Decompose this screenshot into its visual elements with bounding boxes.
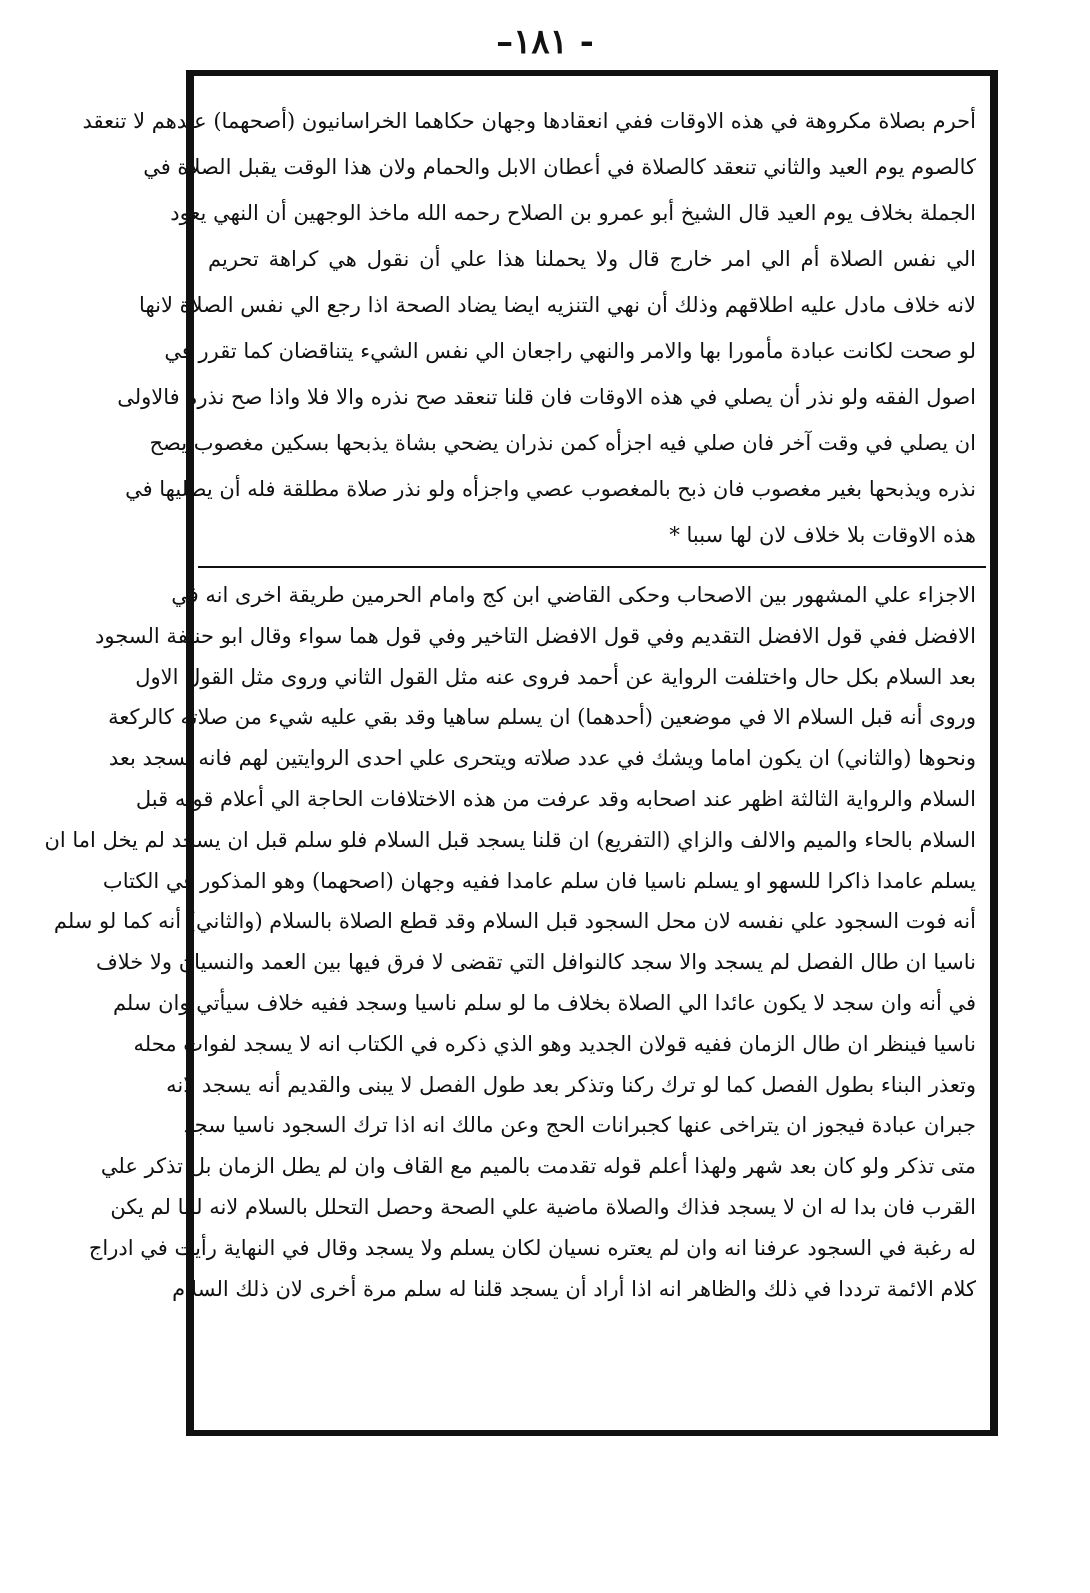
text-line: أنه فوت السجود علي نفسه لان محل السجود قبل السلام وقد قطع الصلاة بالسلام (والثاني) أنه كما لو سلم xyxy=(53,909,976,934)
lower-text-block xyxy=(44,575,986,1425)
text-line: نذره ويذبحها بغير مغصوب فان ذبح بالمغصوب عصي واجزأه ولو نذر صلاة مطلقة فله أن يصليها في xyxy=(125,477,976,501)
text-line: وتعذر البناء بطول الفصل كما لو ترك ركنا وتذكر بعد طول الفصل لا يبنى والقديم أنه يسجد لانه xyxy=(166,1072,976,1097)
text-line: هذه الاوقات بلا خلاف لان لها سببا * xyxy=(669,523,976,547)
text-line: السلام والرواية الثالثة اظهر عند اصحابه وقد عرفت من هذه الاختلافات الحاجة الي أعلام قوله قبل xyxy=(135,786,976,811)
text-line: لو صحت لكانت عبادة مأمورا بها والامر والنهي راجعان الي نفس الشيء يتناقضان كما تقرر في xyxy=(164,339,976,363)
text-line: كلام الائمة ترددا في ذلك والظاهر انه اذا أراد أن يسجد قلنا له سلم مرة أخرى لان ذلك السلام xyxy=(172,1276,976,1301)
text-line: الافضل ففي قول الافضل التقديم وفي قول الافضل التاخير وفي قول هما سواء وقال ابو حنيفة السجود xyxy=(95,623,976,648)
text-line: بعد السلام بكل حال واختلفت الرواية عن أحمد فروى عنه مثل القول الثاني وروى مثل القول الاول xyxy=(135,664,976,689)
text-line: الاجزاء علي المشهور بين الاصحاب وحكى القاضي ابن كج وامام الحرمين طريقة اخرى انه في xyxy=(171,583,976,607)
text-line: كالصوم يوم العيد والثاني تنعقد كالصلاة في أعطان الابل والحمام ولان هذا الوقت يقبل الصلاة في xyxy=(143,155,976,179)
text-line: ناسيا فينظر ان طال الزمان ففيه قولان الجديد وهو الذي ذكره في الكتاب انه لا يسجد لفوات محله xyxy=(133,1031,976,1056)
text-line: لانه خلاف مادل عليه اطلاقهم وذلك أن نهي التنزيه ايضا يضاد الصحة اذا رجع الي نفس الصلاة لانها xyxy=(139,293,976,317)
text-line: متى تذكر ولو كان بعد شهر ولهذا أعلم قوله تقدمت بالميم مع القاف وان لم يطل الزمان بل تذكر علي xyxy=(100,1154,976,1179)
text-line: السلام بالحاء والميم والالف والزاي (التفريع) ان قلنا يسجد قبل السلام فلو سلم قبل ان يسجد لم يخل اما ان xyxy=(44,827,976,852)
text-line: له رغبة في السجود عرفنا انه وان لم يعتره نسيان لكان يسلم ولا يسجد وقال في النهاية رأيت في ادراج xyxy=(88,1235,976,1260)
text-line: ونحوها (والثاني) ان يكون اماما ويشك في عدد صلاته ويتحرى علي احدى الروايتين لهم فانه يسجد بعد xyxy=(108,746,976,771)
text-line: القرب فان بدا له ان لا يسجد فذاك والصلاة ماضية علي الصحة وحصل التحلل بالسلام لانه لما لم يكن xyxy=(110,1194,976,1219)
text-line xyxy=(208,1350,976,1391)
text-line: ناسيا ان طال الفصل لم يسجد والا سجد كالنوافل التي تقضى لا فرق فيها بين العمد والنسيان ولا خلاف xyxy=(95,950,976,975)
page-number: –١٨١ - xyxy=(496,22,594,62)
text-line xyxy=(208,1309,976,1350)
text-line: جبران عبادة فيجوز ان يتراخى عنها كجبرانات الحج وعن مالك انه اذا ترك السجود ناسيا سجد xyxy=(183,1113,976,1138)
upper-text-block xyxy=(82,98,986,560)
text-line: أحرم بصلاة مكروهة في هذه الاوقات ففي انعقادها وجهان حكاهما الخراسانيون (أصحهما) عندهم لا تنعقد xyxy=(82,109,976,133)
text-line: ان يصلي في وقت آخر فان صلي فيه اجزأه كمن نذران يضحي بشاة يذبحها بسكين مغصوب يصح xyxy=(149,431,976,455)
text-line: في أنه وان سجد لا يكون عائدا الي الصلاة بخلاف ما لو سلم ناسيا وسجد ففيه خلاف سيأتي وان سلم xyxy=(112,990,976,1015)
text-line: اصول الفقه ولو نذر أن يصلي في هذه الاوقات فان قلنا تنعقد صح نذره والا فلا واذا صح نذره فالاولى xyxy=(117,385,976,409)
text-line: وروى أنه قبل السلام الا في موضعين (أحدهما) ان يسلم ساهيا وقد بقي عليه شيء من صلاته كالركعة xyxy=(108,705,976,730)
text-line: يسلم عامدا ذاكرا للسهو او يسلم ناسيا فان سلم عامدا ففيه وجهان (اصحهما) وهو المذكور في الكتاب xyxy=(102,868,976,893)
text-line: الي نفس الصلاة أم الي امر خارج قال ولا يحملنا هذا علي أن نقول هي كراهة تحريم xyxy=(208,247,976,271)
section-divider xyxy=(198,566,986,568)
text-line: الجملة بخلاف يوم العيد قال الشيخ أبو عمرو بن الصلاح رحمه الله ماخذ الوجهين أن النهي يعود xyxy=(170,201,976,225)
